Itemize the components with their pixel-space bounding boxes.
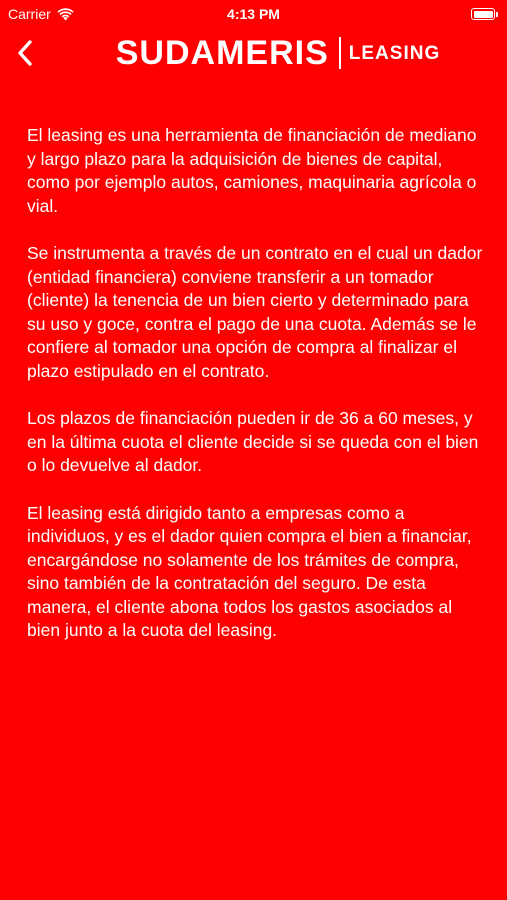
status-time: 4:13 PM: [227, 6, 280, 22]
logo-divider: [339, 37, 341, 69]
leasing-description: [27, 124, 489, 667]
logo-sub-text: LEASING: [348, 42, 441, 64]
paragraph: Los plazos de financiación pueden ir de 36 a 60 meses, y en la última cuota el cliente decide si se queda con el bien o lo devuelve al dador.: [27, 408, 479, 475]
paragraph: Se instrumenta a través de un contrato en el cual un dador (entidad financiera) conviene transferir a un tomador (cliente) la tenencia de un bien cierto y determinado para su uso y goce, contra el pago de una cuota. Además se le confiere al tomador una opción de compra al finalizar el plazo estipulado en el contrato.: [27, 243, 483, 381]
paragraph: El leasing está dirigido tanto a empresas como a individuos, y es el dador quien compra el bien a financiar, encargándose no solamente de los trámites de compra, sino también de la contratación del seguro. De esta manera, el cliente abona todos los gastos asociados al bien junto a la cuota del leasing.: [27, 502, 472, 640]
paragraph: El leasing es una herramienta de financiación de mediano y largo plazo para la adquisición de bienes de capital, como por ejemplo autos, camiones, maquinaria agrícola o vial.: [27, 125, 477, 216]
navigation-bar: [0, 28, 507, 78]
back-button[interactable]: [10, 36, 40, 70]
chevron-left-icon[interactable]: [17, 40, 33, 66]
battery-tip: [496, 12, 498, 17]
sudameris-leasing-logo: [106, 28, 450, 78]
logo-main-text: SUDAMERIS: [115, 34, 329, 72]
status-bar: [0, 0, 507, 28]
battery-icon: [471, 8, 495, 20]
battery-level: [474, 11, 493, 18]
carrier-label: Carrier: [8, 6, 51, 22]
